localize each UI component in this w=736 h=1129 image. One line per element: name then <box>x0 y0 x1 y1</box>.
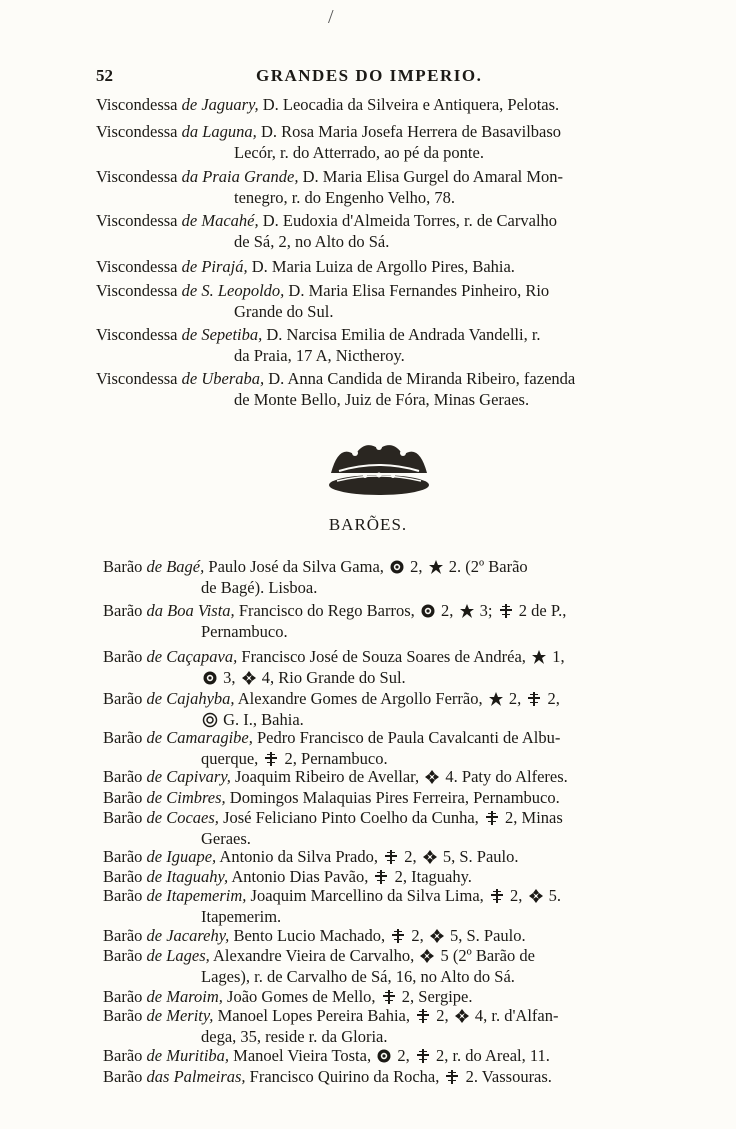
circle-order-icon <box>202 712 218 728</box>
section-heading: BARÕES. <box>328 515 408 534</box>
christ-order-icon <box>390 928 406 944</box>
list-item: Viscondessa de S. Leopoldo, D. Maria Elisa Fernandes Pinheiro, Rio Grande do Sul. <box>96 281 550 321</box>
christ-order-icon <box>444 1069 460 1085</box>
page-mark: / <box>328 6 334 28</box>
aviz-order-icon <box>424 769 440 785</box>
christ-order-icon <box>415 1048 431 1064</box>
list-item: Barão de Bagé, Paulo José da Silva Gama, 2, 2. (2º Barão de Bagé). Lisboa. <box>103 557 528 597</box>
list-item: Barão de Capivary, Joaquim Ribeiro de Avellar, 4. Paty do Alferes. <box>103 767 568 786</box>
aviz-order-icon <box>429 928 445 944</box>
rose-order-icon <box>376 1048 392 1064</box>
list-item: Barão de Cocaes, José Feliciano Pinto Coelho da Cunha, 2, Minas Geraes. <box>103 808 563 848</box>
list-item: Barão de Jacarehy, Bento Lucio Machado, 2, 5, S. Paulo. <box>103 926 526 945</box>
page-header <box>96 66 676 90</box>
list-item: Barão de Caçapava, Francisco José de Souza Soares de Andréa, 1, 3, 4, Rio Grande do Sul. <box>103 647 565 687</box>
list-item: Barão de Lages, Alexandre Vieira de Carvalho, 5 (2º Barão de Lages), r. de Carvalho de Sá, 16, no Alto do Sá. <box>103 946 535 986</box>
list-item: Barão de Cimbres, Domingos Malaquias Pires Ferreira, Pernambuco. <box>103 788 560 807</box>
list-item: Viscondessa de Pirajá, D. Maria Luiza de Argollo Pires, Bahia. <box>96 257 515 276</box>
rose-order-icon <box>389 559 405 575</box>
cross-order-icon <box>531 649 547 665</box>
list-item: Barão das Palmeiras, Francisco Quirino da Rocha, 2. Vassouras. <box>103 1067 552 1086</box>
aviz-order-icon <box>528 888 544 904</box>
aviz-order-icon <box>419 948 435 964</box>
list-item: Barão de Itaguahy, Antonio Dias Pavão, 2, Itaguahy. <box>103 867 472 886</box>
christ-order-icon <box>373 869 389 885</box>
page-number: 52 <box>96 66 113 85</box>
list-item: Barão de Camaragibe, Pedro Francisco de Paula Cavalcanti de Albu- querque, 2, Pernambuco. <box>103 728 561 768</box>
list-item: Viscondessa da Praia Grande, D. Maria Elisa Gurgel do Amaral Mon- tenegro, r. do Engenho Velho, 78. <box>96 167 564 207</box>
christ-order-icon <box>415 1008 431 1024</box>
aviz-order-icon <box>241 670 257 686</box>
christ-order-icon <box>526 691 542 707</box>
crown-ornament <box>325 433 433 503</box>
list-item: Viscondessa da Laguna, D. Rosa Maria Josefa Herrera de Basavilbaso Lecór, r. do Atterrado, ao pé da ponte. <box>96 122 562 162</box>
list-item: Barão de Itapemerim, Joaquim Marcellino da Silva Lima, 2, 5. Itapemerim. <box>103 886 562 926</box>
list-item: Barão de Maroim, João Gomes de Mello, 2, Sergipe. <box>103 987 473 1006</box>
christ-order-icon <box>381 989 397 1005</box>
rose-order-icon <box>420 603 436 619</box>
christ-order-icon <box>498 603 514 619</box>
cross-order-icon <box>488 691 504 707</box>
list-item: Viscondessa de Jaguary, D. Leocadia da Silveira e Antiquera, Pelotas. <box>96 95 560 114</box>
cross-order-icon <box>428 559 444 575</box>
christ-order-icon <box>263 751 279 767</box>
list-item: Barão de Muritiba, Manoel Vieira Tosta, 2, 2, r. do Areal, 11. <box>103 1046 550 1065</box>
christ-order-icon <box>484 810 500 826</box>
list-item: Barão de Iguape, Antonio da Silva Prado, 2, 5, S. Paulo. <box>103 847 519 866</box>
rose-order-icon <box>202 670 218 686</box>
list-item: Barão de Cajahyba, Alexandre Gomes de Argollo Ferrão, 2, 2, G. I., Bahia. <box>103 689 560 729</box>
christ-order-icon <box>383 849 399 865</box>
list-item: Viscondessa de Uberaba, D. Anna Candida de Miranda Ribeiro, fazenda de Monte Bello, Juiz de Fóra, Minas Geraes. <box>96 369 576 409</box>
aviz-order-icon <box>422 849 438 865</box>
cross-order-icon <box>459 603 475 619</box>
christ-order-icon <box>489 888 505 904</box>
list-item: Viscondessa de Sepetiba, D. Narcisa Emilia de Andrada Vandelli, r. da Praia, 17 A, Nictheroy. <box>96 325 541 365</box>
list-item: Viscondessa de Macahé, D. Eudoxia d'Almeida Torres, r. de Carvalho de Sá, 2, no Alto do Sá. <box>96 211 558 251</box>
aviz-order-icon <box>454 1008 470 1024</box>
list-item: Barão de Merity, Manoel Lopes Pereira Bahia, 2, 4, r. d'Alfan- dega, 35, reside r. da Gloria. <box>103 1006 559 1046</box>
list-item: Barão da Boa Vista, Francisco do Rego Barros, 2, 3; 2 de P., Pernambuco. <box>103 601 567 641</box>
running-title: GRANDES DO IMPERIO. <box>256 66 483 85</box>
